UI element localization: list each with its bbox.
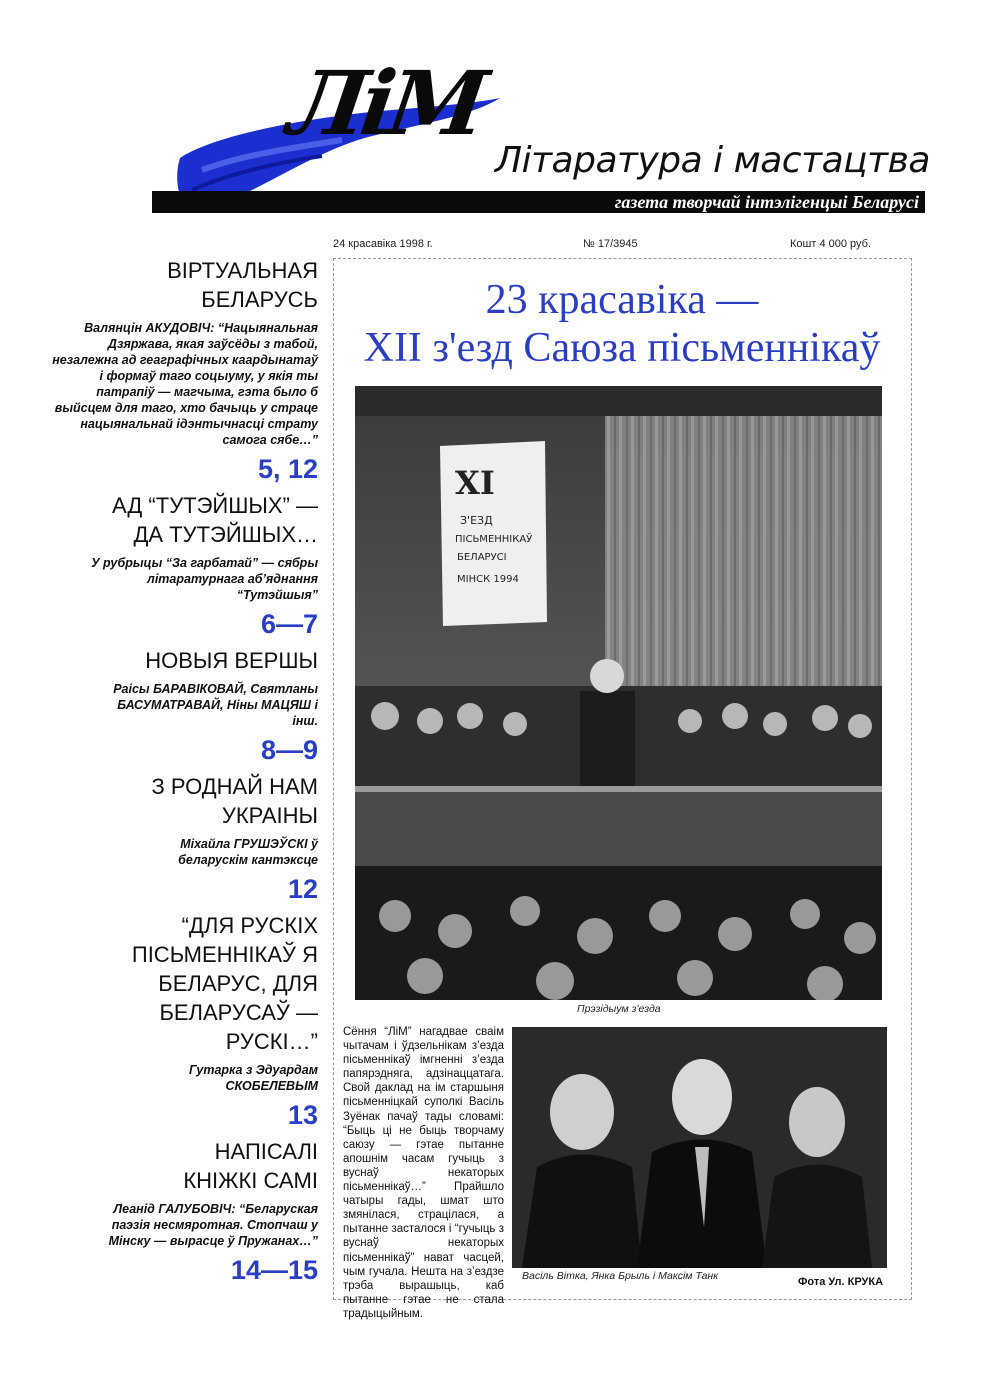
congress-banner — [440, 441, 547, 626]
section-title: АД “ТУТЭЙШЫХ” — ДА ТУТЭЙШЫХ… — [112, 493, 318, 547]
photo-credit: Фота Ул. КРУКА — [798, 1276, 884, 1288]
contents-item[interactable] — [40, 646, 318, 766]
contents-item[interactable] — [40, 772, 318, 905]
masthead-band — [152, 191, 925, 213]
section-title: З РОДНАЙ НАМ УКРАІНЫ — [151, 774, 318, 828]
issue-date: 24 красавіка 1998 г. — [333, 238, 433, 250]
section-summary: Гутарка з Эдуардам СКОБЕЛЕВЫМ — [189, 1063, 318, 1093]
contents-item[interactable] — [40, 256, 318, 485]
banner-numeral: XI — [455, 464, 495, 502]
section-summary: Міхайла ГРУШЭЎСКІ ў беларускім кантэксце — [178, 837, 318, 867]
contents-column — [40, 256, 318, 1292]
section-summary: Валянцін АКУДОВІЧ: “Нацыянальная Дзяржава, якая заўсёды з табой, незалежна ад геаграфічных каардынатаў і формаў таго соцыуму, у якія ты патрапіў — магчыма, гэта было б выйсцем для таго, хто бачыць у страце нацыянальнай ідэнтычнасці страту самога сябе…” — [52, 321, 318, 447]
section-pages: 14—15 — [230, 1255, 318, 1285]
issue-number: № 17/3945 — [583, 238, 638, 250]
logo-text: ЛіМ — [282, 51, 488, 155]
section-pages: 12 — [287, 874, 318, 904]
contents-item[interactable] — [40, 911, 318, 1131]
section-title: НОВЫЯ ВЕРШЫ — [145, 648, 318, 673]
lead-headline — [333, 276, 911, 372]
writers-caption: Васіль Вітка, Янка Брыль і Максім Танк — [522, 1270, 719, 1282]
paper-title: Літаратура і мастацтва — [495, 140, 930, 181]
section-summary: Леанід ГАЛУБОВІЧ: “Беларуская паэзія несмяротная. Стопчаш у Мінску — вырасце ў Пружанах…” — [108, 1202, 318, 1248]
banner-line-4: МІНСК 1994 — [457, 574, 519, 585]
section-title: ВІРТУАЛЬНАЯ БЕЛАРУСЬ — [167, 258, 318, 312]
headline-line-2: XII з'езд Саюза пісьменнікаў — [363, 325, 881, 371]
headline-line-1: 23 красавіка — — [485, 277, 759, 323]
section-pages: 6—7 — [260, 609, 318, 639]
lead-body-text: Сёння “ЛіМ” нагадвае сваім чытачам і ўдзельнікам з’езда пісьменнікаў імгненні з’езда папярэдняга, адзінаццатага. Свой даклад на ім старшыня пісьменніцкай суполкі Васіль Зуёнак пачаў тады словамі: “Быць ці не быць творчаму саюзу — гэтае пытанне апошнім часам гучыць з вуснаў некаторых пісьменнікаў…” Прайшло чатыры гады, шмат што змянілася, страцілася, а пытанне засталося і “гучыць з вуснаў некаторых пісьменнікаў” нават часцей, чым гучала. Нешта на з’ездзе трэба вырашыць, каб пытанне гэтае не стала традыцыйным. — [343, 1026, 504, 1320]
section-pages: 5, 12 — [257, 454, 318, 484]
issue-price: Кошт 4 000 руб. — [790, 238, 872, 250]
banner-line-3: БЕЛАРУСІ — [457, 552, 507, 563]
section-summary: Раісы БАРАВІКОВАЙ, Святланы БАСУМАТРАВАЙ, Ніны МАЦЯШ і інш. — [113, 682, 318, 728]
contents-item[interactable] — [40, 1137, 318, 1286]
banner-line-1: З'ЕЗД — [460, 514, 493, 527]
section-pages: 13 — [287, 1100, 318, 1130]
writers-photo — [512, 1027, 887, 1268]
section-title: НАПІСАЛІ КНІЖКІ САМІ — [183, 1139, 318, 1193]
presidium-caption: Прэзідыум з'езда — [577, 1003, 661, 1015]
section-pages: 8—9 — [260, 735, 318, 765]
logo-wordmark — [282, 48, 488, 158]
presidium-photo — [355, 386, 882, 1000]
section-summary: У рубрыцы “За гарбатай” — сябры літаратурнага аб’яднання “Тутэйшыя” — [91, 556, 318, 602]
tagline: газета творчай інтэлігенцыі Беларусі — [614, 192, 919, 212]
contents-item[interactable] — [40, 491, 318, 640]
banner-line-2: ПІСЬМЕННІКАЎ — [455, 534, 533, 545]
section-title: “ДЛЯ РУСКІХ ПІСЬМЕННІКАЎ Я БЕЛАРУС, ДЛЯ БЕЛАРУСАЎ — РУСКІ…” — [131, 913, 318, 1054]
